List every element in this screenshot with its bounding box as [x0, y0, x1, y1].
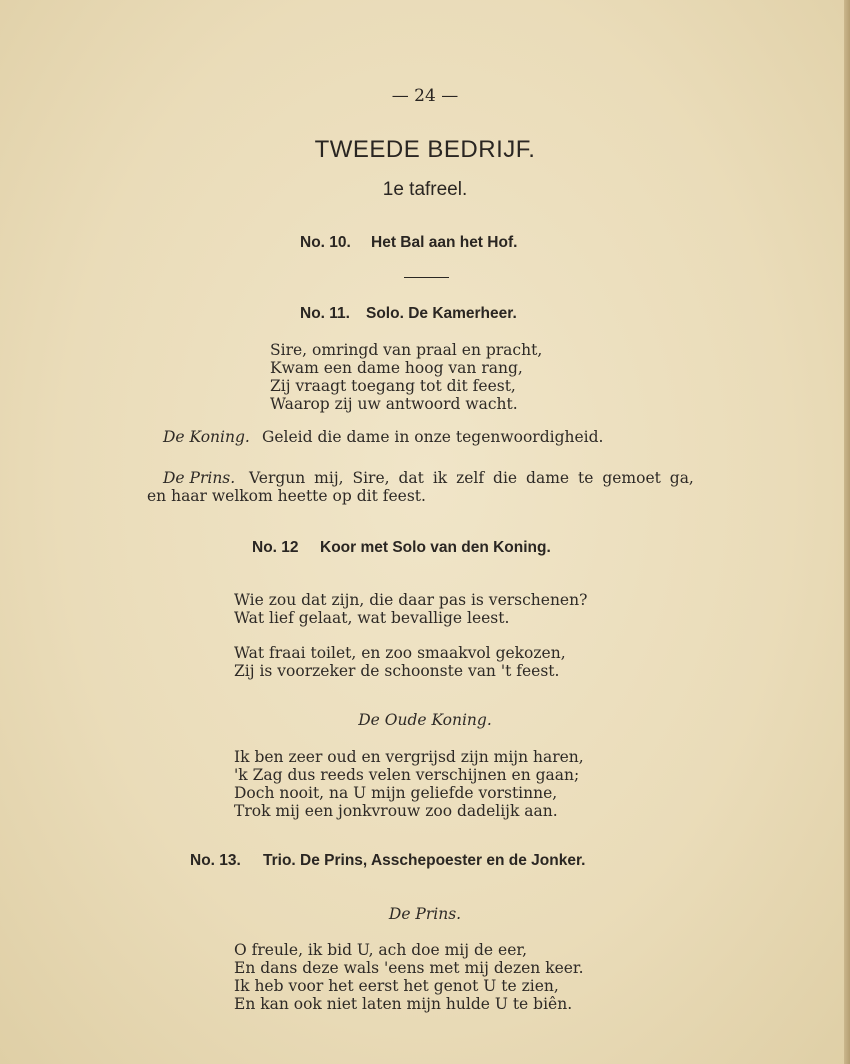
- no13-number: No. 13.: [190, 852, 241, 869]
- verse-line: O freule, ik bid U, ach doe mij de eer,: [234, 941, 527, 959]
- verse-line: Wie zou dat zijn, die daar pas is verschenen?: [234, 591, 588, 609]
- verse-line: Trok mij een jonkvrouw zoo dadelijk aan.: [234, 802, 558, 820]
- verse-line: Wat fraai toilet, en zoo smaakvol gekozen,: [234, 644, 566, 662]
- verse-line: Doch nooit, na U mijn geliefde vorstinne,: [234, 784, 558, 802]
- no10-number: No. 10.: [300, 234, 351, 251]
- speaker-de-prins: De Prins.: [163, 469, 236, 487]
- no11-number: No. 11.: [300, 305, 350, 322]
- verse-line: Kwam een dame hoog van rang,: [270, 359, 523, 377]
- verse-line: Ik ben zeer oud en vergrijsd zijn mijn haren,: [234, 748, 584, 766]
- scene-title: 1e tafreel.: [382, 179, 468, 200]
- verse-line: Zij vraagt toegang tot dit feest,: [270, 377, 516, 395]
- no10-title: Het Bal aan het Hof.: [371, 234, 518, 251]
- speaker-de-prins-no13: De Prins.: [388, 905, 462, 923]
- speaker-de-oude-koning: De Oude Koning.: [358, 711, 492, 729]
- spoken-line-continued: en haar welkom heette op dit feest.: [147, 487, 426, 505]
- no12-title: Koor met Solo van den Koning.: [320, 539, 551, 556]
- verse-line: 'k Zag dus reeds velen verschijnen en gaan;: [234, 766, 580, 784]
- spoken-line: Vergun mij, Sire, dat ik zelf die dame te gemoet ga,: [249, 469, 694, 487]
- verse-line: Ik heb voor het eerst het genot U te zien,: [234, 977, 559, 995]
- no11-title: Solo. De Kamerheer.: [366, 305, 517, 322]
- verse-line: Sire, omringd van praal en pracht,: [270, 341, 543, 359]
- spoken-line: Geleid die dame in onze tegenwoordigheid.: [262, 428, 604, 446]
- no12-number: No. 12: [252, 539, 299, 556]
- page-number: — 24 —: [391, 86, 459, 106]
- verse-line: Zij is voorzeker de schoonste van 't feest.: [234, 662, 560, 680]
- act-title: TWEEDE BEDRIJF.: [314, 136, 536, 163]
- section-divider: [404, 277, 449, 278]
- speaker-de-koning: De Koning.: [163, 428, 250, 446]
- no13-title: Trio. De Prins, Asschepoester en de Jonker.: [263, 852, 586, 869]
- verse-line: Waarop zij uw antwoord wacht.: [270, 395, 518, 413]
- verse-line: En kan ook niet laten mijn hulde U te biên.: [234, 995, 573, 1013]
- verse-line: En dans deze wals 'eens met mij dezen keer.: [234, 959, 584, 977]
- verse-line: Wat lief gelaat, wat bevallige leest.: [234, 609, 510, 627]
